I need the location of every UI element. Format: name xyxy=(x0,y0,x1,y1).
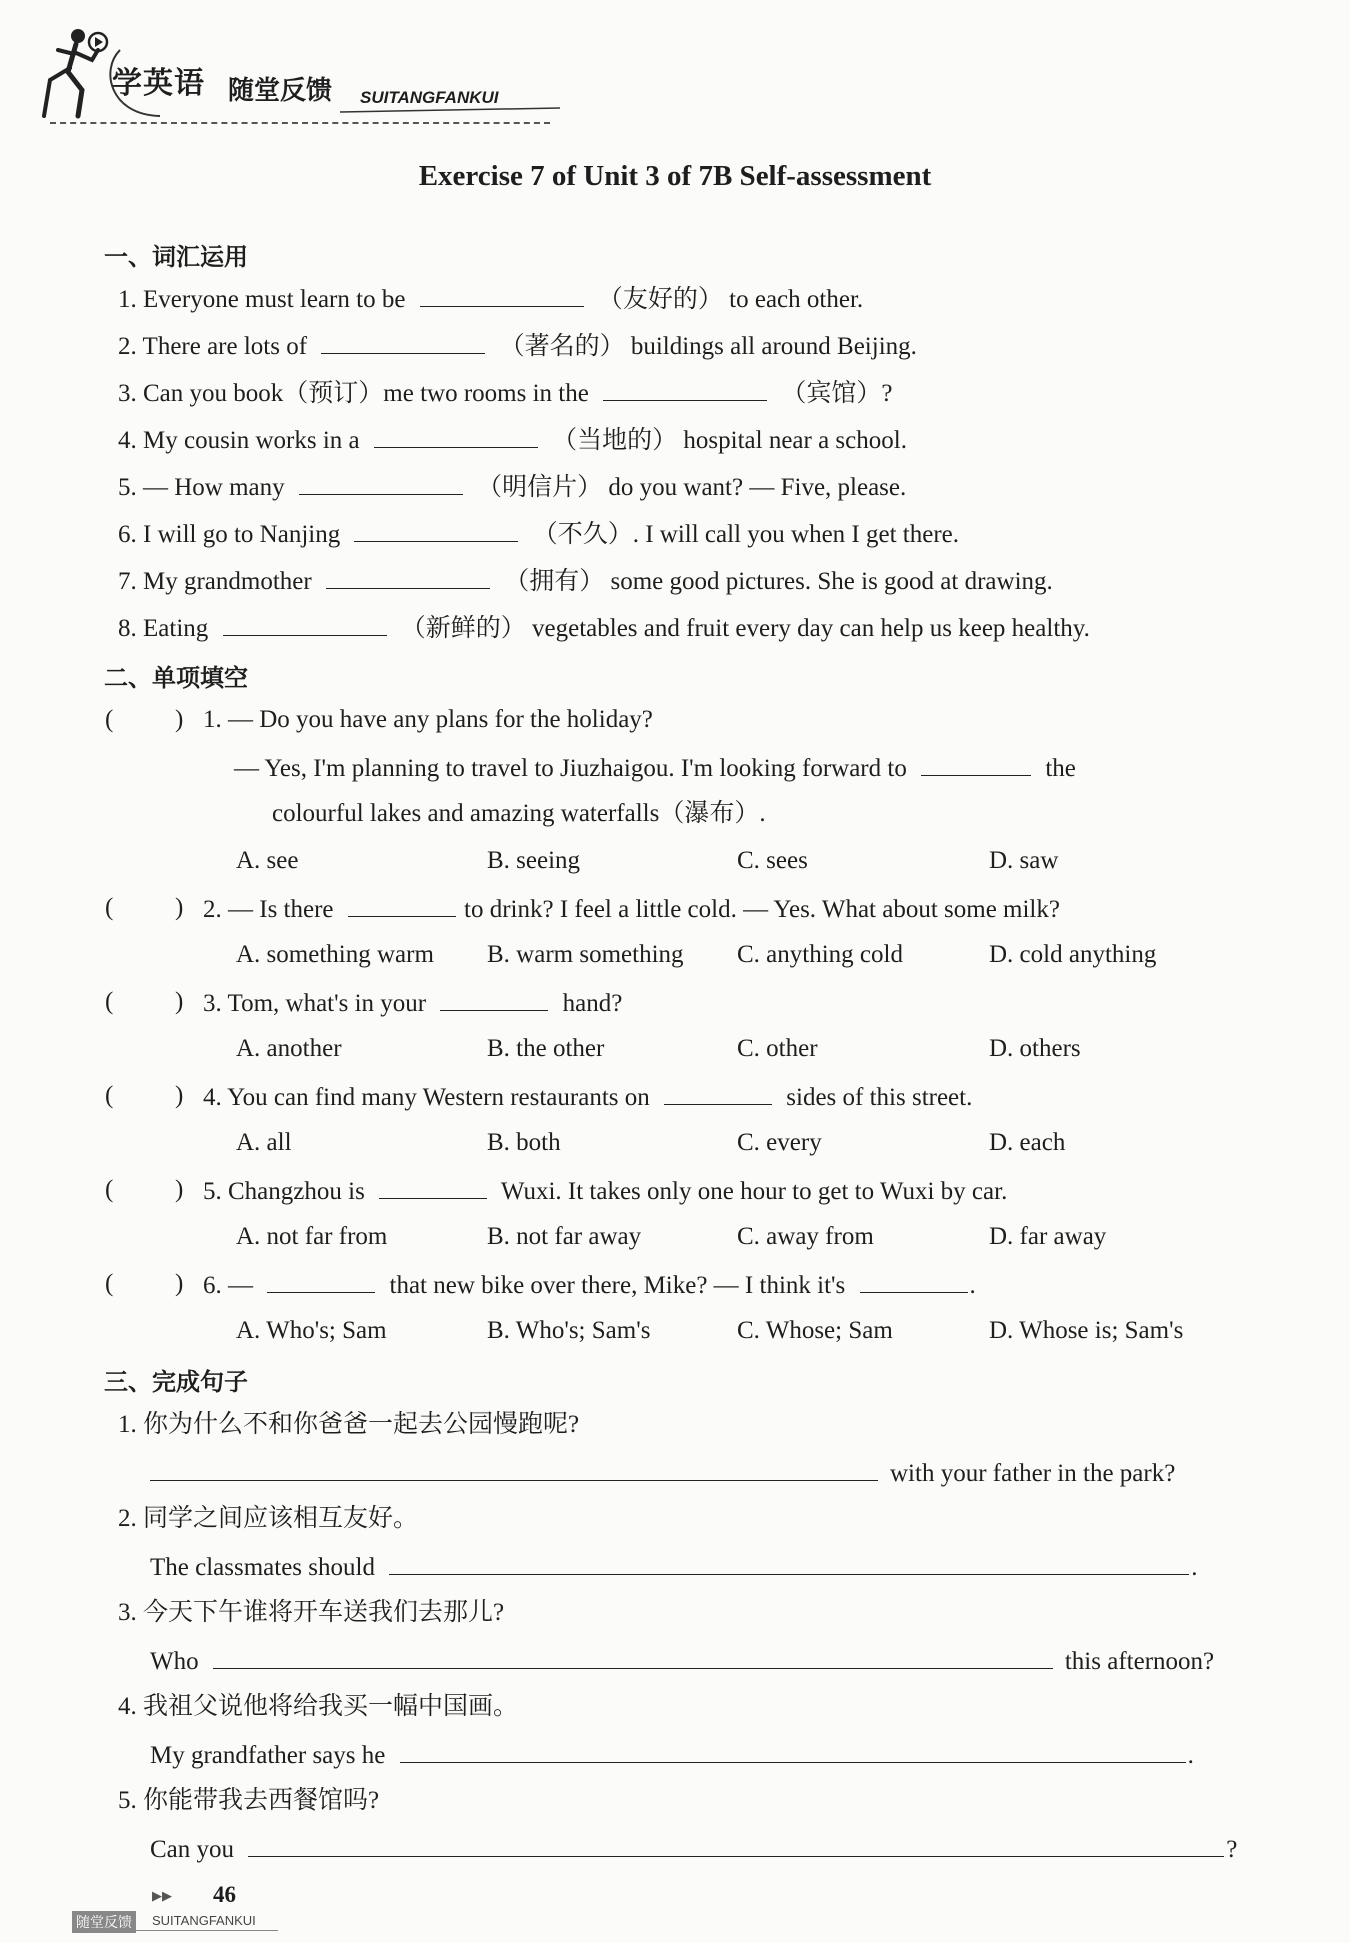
footer-divider xyxy=(72,1930,278,1931)
vocab-text: （宾馆）? xyxy=(781,380,893,407)
page-number: 46 xyxy=(213,1882,236,1907)
vocab-item-8 xyxy=(118,611,1090,645)
answer-paren-close[interactable]: ) xyxy=(175,1176,184,1203)
answer-blank[interactable] xyxy=(389,1550,1189,1575)
footer-badge: 随堂反馈 xyxy=(72,1911,136,1933)
mc-question-2 xyxy=(203,892,1060,926)
question-text: Wuxi. It takes only one hour to get to Wuxi by car. xyxy=(500,1178,1008,1205)
mc-question-6 xyxy=(203,1268,976,1302)
sentence-1-prompt: 1. 你为什么不和你爸爸一起去公园慢跑呢? xyxy=(118,1411,580,1438)
question-text: 4. You can find many Western restaurants on xyxy=(203,1084,650,1111)
option-a: A. something warm xyxy=(236,941,434,968)
vocab-text: 5. — How many xyxy=(118,474,285,501)
vocab-item-1 xyxy=(118,282,863,316)
vocab-text: （友好的） to each other. xyxy=(597,286,864,313)
question-text: 3. Tom, what's in your xyxy=(203,990,427,1017)
vocab-text: （当地的） hospital near a school. xyxy=(552,427,907,454)
brand-subtitle: 随堂反馈 xyxy=(228,76,333,106)
answer-paren-close[interactable]: ) xyxy=(175,894,184,921)
option-b: B. the other xyxy=(487,1035,605,1062)
sentence-text: The classmates should xyxy=(150,1554,375,1581)
answer-blank[interactable] xyxy=(921,751,1031,776)
sentence-3-answer xyxy=(150,1644,1214,1678)
page-arrow-icon: ▶▶ xyxy=(152,1889,172,1904)
answer-blank[interactable] xyxy=(379,1174,487,1199)
vocab-text: 1. Everyone must learn to be xyxy=(118,286,406,313)
answer-paren-open: ( xyxy=(105,1082,114,1109)
answer-paren-close[interactable]: ) xyxy=(175,706,184,733)
answer-blank[interactable] xyxy=(321,329,485,354)
answer-blank[interactable] xyxy=(354,517,518,542)
section-heading-complete-sentences: 三、完成句子 xyxy=(104,1368,248,1396)
question-text: the xyxy=(1045,755,1076,782)
question-text: 5. Changzhou is xyxy=(203,1178,365,1205)
vocab-text: （拥有） some good pictures. She is good at drawing. xyxy=(504,568,1053,595)
question-text: hand? xyxy=(562,990,623,1017)
sentence-text: with your father in the park? xyxy=(890,1460,1176,1487)
vocab-text: （新鲜的） vegetables and fruit every day can help us keep healthy. xyxy=(400,615,1090,642)
answer-paren-open: ( xyxy=(105,1176,114,1203)
answer-paren-close[interactable]: ) xyxy=(175,1270,184,1297)
option-c: C. away from xyxy=(737,1223,874,1250)
sentence-text: My grandfather says he xyxy=(150,1742,386,1769)
option-a: A. see xyxy=(236,847,299,874)
mc-question-3 xyxy=(203,986,622,1020)
option-c: C. every xyxy=(737,1129,822,1156)
sentence-2-prompt: 2. 同学之间应该相互友好。 xyxy=(118,1505,419,1532)
brand-pinyin: SUITANGFANKUI xyxy=(360,88,499,107)
question-text: — Yes, I'm planning to travel to Jiuzhaigou. I'm looking forward to xyxy=(234,755,907,782)
answer-blank[interactable] xyxy=(374,423,538,448)
option-c: C. Whose; Sam xyxy=(737,1317,893,1344)
option-a: A. not far from xyxy=(236,1223,388,1250)
answer-blank[interactable] xyxy=(348,892,456,917)
option-a: A. another xyxy=(236,1035,342,1062)
answer-blank[interactable] xyxy=(440,986,548,1011)
question-text: . xyxy=(969,1272,976,1299)
answer-blank[interactable] xyxy=(664,1080,772,1105)
page-title: Exercise 7 of Unit 3 of 7B Self-assessment xyxy=(418,160,932,192)
brand-title: 学英语 xyxy=(112,66,205,101)
option-b: B. both xyxy=(487,1129,561,1156)
answer-blank[interactable] xyxy=(150,1456,878,1481)
vocab-text: 4. My cousin works in a xyxy=(118,427,360,454)
sentence-4-answer xyxy=(150,1738,1194,1772)
answer-blank[interactable] xyxy=(213,1644,1053,1669)
option-d: D. saw xyxy=(989,847,1059,874)
answer-blank[interactable] xyxy=(248,1832,1224,1857)
option-d: D. Whose is; Sam's xyxy=(989,1317,1184,1344)
vocab-text: 8. Eating xyxy=(118,615,209,642)
question-text: 2. — Is there xyxy=(203,896,334,923)
answer-blank[interactable] xyxy=(400,1738,1186,1763)
sentence-text: this afternoon? xyxy=(1064,1648,1215,1675)
vocab-text: （不久）. I will call you when I get there. xyxy=(532,521,960,548)
vocab-text: 3. Can you book（预订）me two rooms in the xyxy=(118,380,589,407)
vocab-item-7 xyxy=(118,564,1053,598)
vocab-item-5 xyxy=(118,470,906,504)
answer-paren-open: ( xyxy=(105,988,114,1015)
section-heading-multiple-choice: 二、单项填空 xyxy=(104,664,248,692)
option-b: B. seeing xyxy=(487,847,581,874)
header-divider xyxy=(50,122,550,124)
option-d: D. far away xyxy=(989,1223,1107,1250)
mc-question-1-line2 xyxy=(234,751,1076,785)
sentence-text: Who xyxy=(150,1648,199,1675)
vocab-text: （明信片） do you want? — Five, please. xyxy=(477,474,907,501)
question-text: 6. — xyxy=(203,1272,253,1299)
mc-question-4 xyxy=(203,1080,972,1114)
sentence-text: . xyxy=(1191,1554,1198,1581)
answer-blank[interactable] xyxy=(326,564,490,589)
vocab-item-3 xyxy=(118,376,892,410)
sentence-text: Can you xyxy=(150,1836,235,1863)
option-c: C. sees xyxy=(737,847,808,874)
answer-paren-close[interactable]: ) xyxy=(175,988,184,1015)
answer-blank[interactable] xyxy=(860,1268,968,1293)
option-a: A. all xyxy=(236,1129,292,1156)
option-b: B. not far away xyxy=(487,1223,642,1250)
answer-blank[interactable] xyxy=(420,282,584,307)
answer-paren-open: ( xyxy=(105,706,114,733)
question-text: to drink? I feel a little cold. — Yes. What about some milk? xyxy=(464,896,1060,923)
vocab-item-2 xyxy=(118,329,917,363)
sentence-2-answer xyxy=(150,1550,1197,1584)
answer-paren-open: ( xyxy=(105,894,114,921)
vocab-item-4 xyxy=(118,423,907,457)
vocab-text: 6. I will go to Nanjing xyxy=(118,521,341,548)
answer-paren-open: ( xyxy=(105,1270,114,1297)
sentence-4-prompt: 4. 我祖父说他将给我买一幅中国画。 xyxy=(118,1693,519,1720)
question-text: that new bike over there, Mike? — I think it's xyxy=(389,1272,846,1299)
sentence-3-prompt: 3. 今天下午谁将开车送我们去那儿? xyxy=(118,1599,505,1626)
vocab-text: 7. My grandmother xyxy=(118,568,312,595)
footer-pinyin: SUITANGFANKUI xyxy=(152,1913,256,1928)
brand-header xyxy=(40,20,560,130)
sentence-5-answer xyxy=(150,1832,1237,1866)
answer-blank[interactable] xyxy=(603,376,767,401)
vocab-item-6 xyxy=(118,517,959,551)
sentence-1-answer xyxy=(150,1456,1175,1490)
sentence-5-prompt: 5. 你能带我去西餐馆吗? xyxy=(118,1787,380,1814)
mc-question-1-line3: colourful lakes and amazing waterfalls（瀑布）. xyxy=(272,800,766,827)
option-c: C. anything cold xyxy=(737,941,903,968)
option-b: B. Who's; Sam's xyxy=(487,1317,651,1344)
section-heading-vocabulary: 一、词汇运用 xyxy=(104,243,248,271)
sentence-text: ? xyxy=(1226,1836,1238,1863)
question-text: sides of this street. xyxy=(786,1084,973,1111)
answer-paren-close[interactable]: ) xyxy=(175,1082,184,1109)
option-d: D. each xyxy=(989,1129,1066,1156)
answer-blank[interactable] xyxy=(299,470,463,495)
answer-blank[interactable] xyxy=(267,1268,375,1293)
mc-question-5 xyxy=(203,1174,1007,1208)
vocab-text: 2. There are lots of xyxy=(118,333,308,360)
mc-question-1: 1. — Do you have any plans for the holiday? xyxy=(203,706,653,733)
option-d: D. cold anything xyxy=(989,941,1157,968)
option-a: A. Who's; Sam xyxy=(236,1317,387,1344)
option-c: C. other xyxy=(737,1035,818,1062)
vocab-text: （著名的） buildings all around Beijing. xyxy=(499,333,917,360)
option-b: B. warm something xyxy=(487,941,684,968)
sentence-text: . xyxy=(1187,1742,1194,1769)
option-d: D. others xyxy=(989,1035,1081,1062)
answer-blank[interactable] xyxy=(223,611,387,636)
